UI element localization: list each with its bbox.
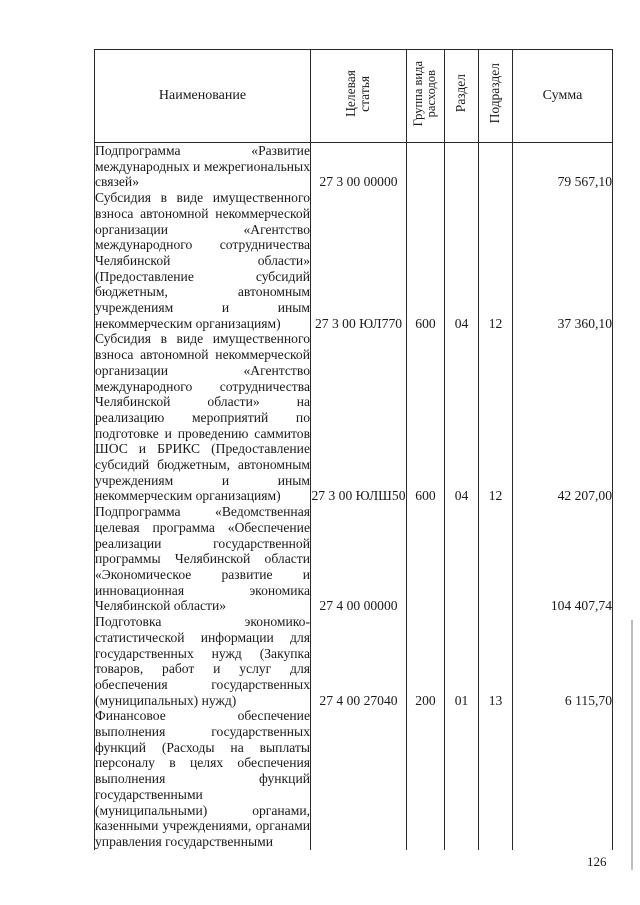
header-subsection: Подраздел bbox=[479, 50, 513, 143]
row-expense-group: 600 bbox=[407, 331, 445, 504]
table-row bbox=[95, 614, 613, 708]
row-section: 04 bbox=[445, 331, 479, 504]
row-name: Подготовка экономико-статистической информации для государственных нужд (Закупка товаров, работ и услуг для обеспечения государственных (муниципальных) нужд) bbox=[95, 614, 310, 708]
row-expense-group bbox=[407, 708, 445, 849]
table-row bbox=[95, 331, 613, 504]
row-section bbox=[445, 143, 479, 191]
row-subsection bbox=[479, 143, 513, 191]
scan-margin-line bbox=[631, 620, 633, 870]
table-row bbox=[95, 190, 613, 331]
table-row bbox=[95, 504, 613, 614]
row-sum: 104 407,74 bbox=[513, 504, 613, 614]
row-section: 01 bbox=[445, 614, 479, 708]
row-name: Финансовое обеспечение выполнения государственных функций (Расходы на выплаты персоналу в целях обеспечения выполнения функций государственными (муниципальными) органами, казенными учреждениями, органами управления государственными bbox=[95, 708, 310, 849]
row-subsection: 12 bbox=[479, 331, 513, 504]
header-name: Наименование bbox=[95, 50, 311, 143]
page-number: 126 bbox=[587, 854, 607, 869]
table-row bbox=[95, 143, 613, 191]
header-sum: Сумма bbox=[513, 50, 613, 143]
row-expense-group: 200 bbox=[407, 614, 445, 708]
header-expense-group: Группа вида расходов bbox=[407, 50, 445, 143]
row-section bbox=[445, 708, 479, 849]
row-expense-group bbox=[407, 143, 445, 191]
row-subsection: 13 bbox=[479, 614, 513, 708]
row-sum: 79 567,10 bbox=[513, 143, 613, 191]
table-header-row bbox=[95, 50, 613, 143]
header-section: Раздел bbox=[445, 50, 479, 143]
row-target-article: 27 3 00 00000 bbox=[311, 143, 407, 191]
row-section bbox=[445, 504, 479, 614]
row-sum: 37 360,10 bbox=[513, 190, 613, 331]
row-sum: 42 207,00 bbox=[513, 331, 613, 504]
row-target-article: 27 4 00 27040 bbox=[311, 614, 407, 708]
row-expense-group bbox=[407, 504, 445, 614]
header-target-article: Целевая статья bbox=[311, 50, 407, 143]
row-sum: 6 115,70 bbox=[513, 614, 613, 708]
row-section: 04 bbox=[445, 190, 479, 331]
row-target-article: 27 4 00 00000 bbox=[311, 504, 407, 614]
row-subsection bbox=[479, 504, 513, 614]
row-name: Субсидия в виде имущественного взноса автономной некоммерческой организации «Агентство международного сотрудничества Челябинской области» на реализацию мероприятий по подготовке и проведению саммитов ШОС и БРИКС (Предоставление субсидий бюджетным, автономным учреждениям и иным некоммерческим организациям) bbox=[95, 331, 310, 504]
row-subsection: 12 bbox=[479, 190, 513, 331]
budget-table bbox=[94, 49, 613, 850]
row-target-article bbox=[311, 708, 407, 849]
row-target-article: 27 3 00 ЮЛШ50 bbox=[311, 331, 407, 504]
row-expense-group: 600 bbox=[407, 190, 445, 331]
row-name: Подпрограмма «Развитие международных и межрегиональных связей» bbox=[95, 143, 310, 190]
row-name: Подпрограмма «Ведомственная целевая программа «Обеспечение реализации государственной программы Челябинской области «Экономическое развитие и инновационная экономика Челябинской области» bbox=[95, 504, 310, 614]
table-row bbox=[95, 708, 613, 849]
row-target-article: 27 3 00 ЮЛ770 bbox=[311, 190, 407, 331]
row-sum bbox=[513, 708, 613, 849]
row-subsection bbox=[479, 708, 513, 849]
row-name: Субсидия в виде имущественного взноса автономной некоммерческой организации «Агентство международного сотрудничества Челябинской области» (Предоставление субсидий бюджетным, автономным учреждениям и иным некоммерческим организациям) bbox=[95, 190, 310, 331]
